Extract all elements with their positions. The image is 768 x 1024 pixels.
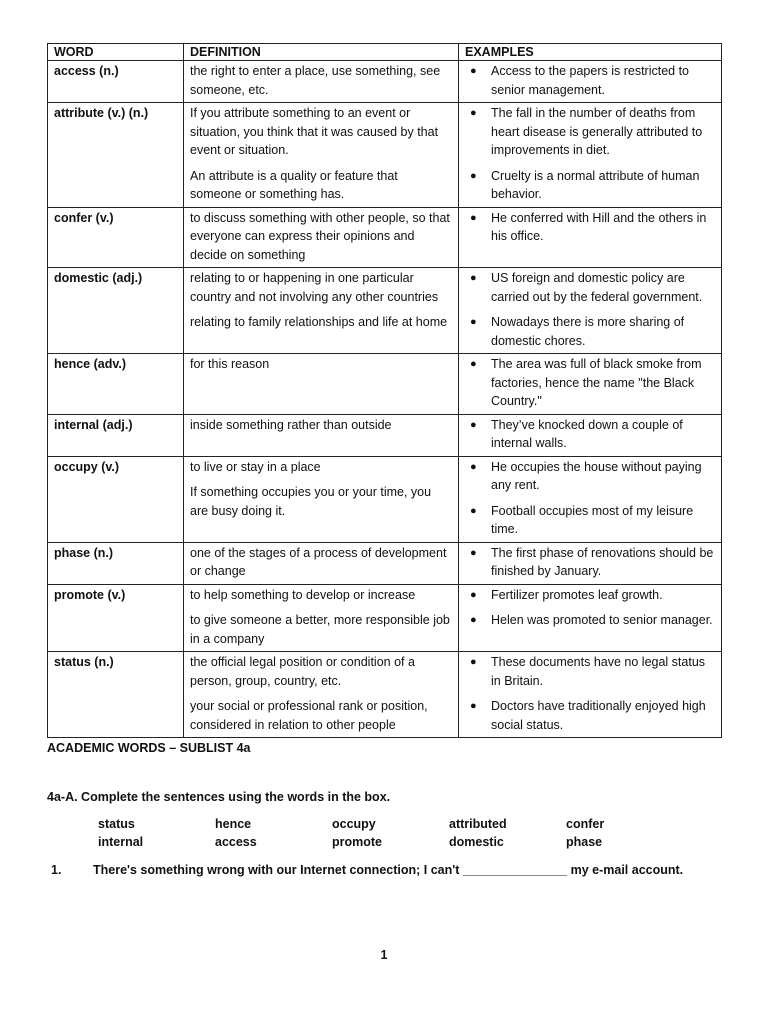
word-box-item: internal <box>98 835 144 849</box>
example-text: Fertilizer promotes leaf growth. <box>491 587 663 602</box>
page-number: 1 <box>380 948 388 962</box>
word-box-item: domestic <box>449 835 504 849</box>
example-item <box>465 269 715 306</box>
word-box-row <box>98 833 721 851</box>
word-cell: hence (adv.) <box>48 354 184 415</box>
example-text: Access to the papers is restricted to senior management. <box>491 64 690 97</box>
bullet-icon: ● <box>470 460 477 473</box>
example-item <box>465 313 715 350</box>
bullet-icon: ● <box>470 614 477 626</box>
definition-cell <box>184 61 459 103</box>
word-cell: domestic (adj.) <box>48 268 184 354</box>
table-row <box>48 61 722 103</box>
word-box-item: access <box>215 835 257 849</box>
example-text: He conferred with Hill and the others in his office. <box>491 210 707 243</box>
word-cell: phase (n.) <box>48 542 184 584</box>
example-item <box>465 697 715 734</box>
definition-text: If something occupies you or your time, you are busy doing it. <box>190 485 432 518</box>
word-box-row <box>98 815 721 833</box>
definition-cell <box>184 652 459 738</box>
sublist-title: ACADEMIC WORDS – SUBLIST 4a <box>47 741 251 755</box>
vocabulary-table <box>47 43 722 738</box>
word-box-item: hence <box>215 817 252 831</box>
bullet-icon: ● <box>470 700 477 712</box>
table-row <box>48 354 722 415</box>
examples-cell <box>459 584 722 652</box>
examples-cell <box>459 103 722 208</box>
table-row <box>48 268 722 354</box>
word-box <box>98 815 721 851</box>
word-cell: promote (v.) <box>48 584 184 652</box>
vocabulary-table-body <box>48 61 722 738</box>
question-1 <box>51 863 721 877</box>
definition-cell <box>184 207 459 268</box>
example-item <box>465 104 715 160</box>
example-text: He occupies the house without paying any rent. <box>491 459 702 492</box>
examples-cell <box>459 456 722 542</box>
example-text: They’ve knocked down a couple of internal walls. <box>491 417 683 450</box>
definition-text: to give someone a better, more responsible job in a company <box>190 613 450 646</box>
example-item <box>465 62 715 99</box>
word-box-item: status <box>98 817 135 831</box>
definition-text: the right to enter a place, use something, see someone, etc. <box>190 64 441 97</box>
table-row <box>48 207 722 268</box>
header-examples: EXAMPLES <box>459 44 722 61</box>
bullet-icon: ● <box>470 169 477 182</box>
word-cell: attribute (v.) (n.) <box>48 103 184 208</box>
definition-text: for this reason <box>190 357 270 371</box>
definition-text: inside something rather than outside <box>190 417 392 432</box>
header-definition: DEFINITION <box>184 44 459 61</box>
definition-text: relating to family relationships and life at home <box>190 315 448 329</box>
definition-cell <box>184 103 459 208</box>
example-text: Helen was promoted to senior manager. <box>491 613 713 627</box>
word-cell: access (n.) <box>48 61 184 103</box>
exercise-title: 4a-A. Complete the sentences using the words in the box. <box>47 790 391 804</box>
examples-cell <box>459 414 722 456</box>
definition-text: to discuss something with other people, so that everyone can express their opinions and decide on something <box>190 210 450 262</box>
bullet-icon: ● <box>470 272 477 284</box>
bullet-icon: ● <box>470 211 477 224</box>
question-number: 1. <box>51 863 62 877</box>
example-text: US foreign and domestic policy are carried out by the federal government. <box>491 271 703 304</box>
word-box-item: phase <box>566 835 603 849</box>
example-text: Doctors have traditionally enjoyed high social status. <box>491 699 706 732</box>
word-cell: confer (v.) <box>48 207 184 268</box>
definition-text: to live or stay in a place <box>190 459 321 474</box>
examples-cell <box>459 354 722 415</box>
definition-cell <box>184 456 459 542</box>
bullet-icon: ● <box>470 656 477 668</box>
table-row <box>48 414 722 456</box>
bullet-icon: ● <box>470 588 477 601</box>
definition-cell <box>184 542 459 584</box>
bullet-icon: ● <box>470 418 477 431</box>
example-item <box>465 502 715 539</box>
word-box-item: occupy <box>332 817 376 831</box>
definition-cell <box>184 268 459 354</box>
definition-cell <box>184 354 459 415</box>
word-box-item: attributed <box>449 817 507 831</box>
examples-cell <box>459 268 722 354</box>
question-text: There's something wrong with our Internet connection; I can't _______________ my e-mail account. <box>93 863 684 877</box>
definition-text: relating to or happening in one particular country and not involving any other countries <box>190 271 439 304</box>
example-text: Cruelty is a normal attribute of human behavior. <box>491 168 700 201</box>
definition-text: one of the stages of a process of development or change <box>190 545 447 578</box>
table-header-row <box>48 44 722 61</box>
examples-cell <box>459 542 722 584</box>
word-cell: status (n.) <box>48 652 184 738</box>
example-text: The fall in the number of deaths from heart disease is generally attributed to improvements in diet. <box>491 106 703 157</box>
example-item <box>465 167 715 204</box>
example-text: Nowadays there is more sharing of domestic chores. <box>491 315 685 348</box>
bullet-icon: ● <box>470 316 477 328</box>
bullet-icon: ● <box>470 358 477 370</box>
bullet-icon: ● <box>470 107 477 119</box>
bullet-icon: ● <box>470 504 477 517</box>
header-word: WORD <box>48 44 184 61</box>
example-item <box>465 209 715 246</box>
example-text: The area was full of black smoke from factories, hence the name "the Black Country." <box>491 357 702 408</box>
table-row <box>48 584 722 652</box>
example-item <box>465 355 715 411</box>
example-item <box>465 544 715 581</box>
definition-text: An attribute is a quality or feature that someone or something has. <box>190 168 398 201</box>
example-text: Football occupies most of my leisure time. <box>491 503 694 536</box>
example-item <box>465 458 715 495</box>
definition-text: If you attribute something to an event or situation, you think that it was caused by that event or situation. <box>190 106 439 157</box>
table-row <box>48 652 722 738</box>
example-item <box>465 653 715 690</box>
bullet-icon: ● <box>470 65 477 77</box>
document-page <box>47 43 721 877</box>
definition-cell <box>184 584 459 652</box>
example-item <box>465 611 715 630</box>
word-cell: internal (adj.) <box>48 414 184 456</box>
example-item <box>465 586 715 605</box>
bullet-icon: ● <box>470 546 477 559</box>
examples-cell <box>459 61 722 103</box>
example-text: These documents have no legal status in Britain. <box>491 655 706 688</box>
word-box-item: promote <box>332 835 382 849</box>
examples-cell <box>459 652 722 738</box>
example-text: The first phase of renovations should be finished by January. <box>491 545 714 578</box>
example-item <box>465 416 715 453</box>
table-row <box>48 542 722 584</box>
table-row <box>48 103 722 208</box>
table-row <box>48 456 722 542</box>
word-cell: occupy (v.) <box>48 456 184 542</box>
definition-text: the official legal position or condition of a person, group, country, etc. <box>190 655 415 688</box>
definition-cell <box>184 414 459 456</box>
examples-cell <box>459 207 722 268</box>
definition-text: to help something to develop or increase <box>190 587 416 602</box>
word-box-item: confer <box>566 817 605 831</box>
definition-text: your social or professional rank or position, considered in relation to other people <box>190 699 428 732</box>
